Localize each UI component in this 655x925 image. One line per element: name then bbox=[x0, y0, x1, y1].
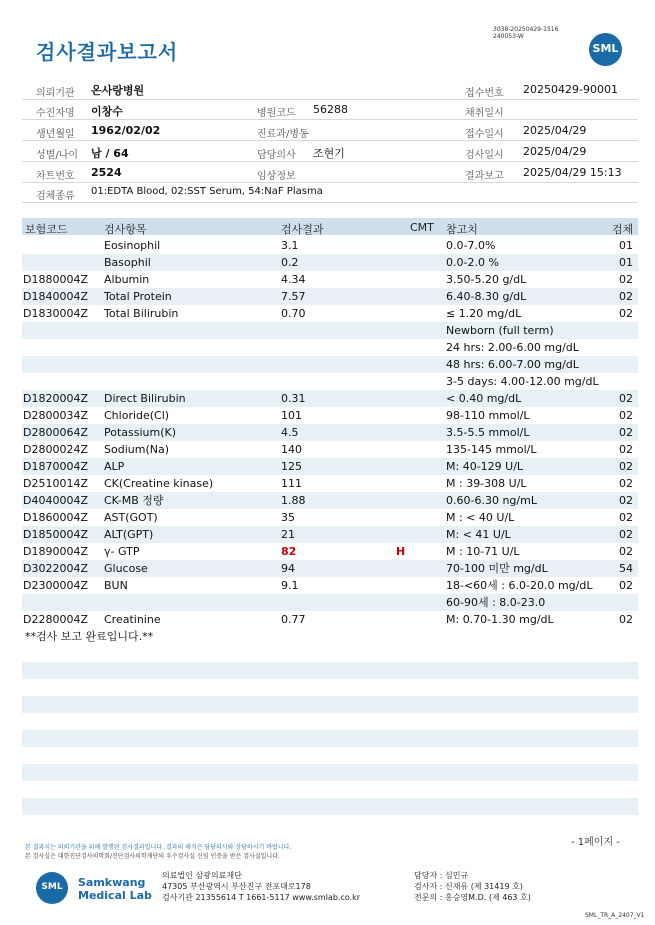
cell-spec: 02 bbox=[619, 273, 633, 286]
cell-name: γ- GTP bbox=[104, 545, 140, 558]
cell-ref: M : 39-308 U/L bbox=[446, 477, 527, 490]
notice-2: 본 검사실은 대한진단검사의학회/진단검사의학재단의 우수검사실 신임 인증을 받은 검사실입니다. bbox=[25, 853, 280, 860]
cell-code: D2300004Z bbox=[23, 579, 88, 592]
cell-ref: 18-<60세 : 6.0-20.0 mg/dL bbox=[446, 579, 593, 592]
cell-ref: 24 hrs: 2.00-6.00 mg/dL bbox=[446, 341, 579, 354]
cell-ref: 3.5-5.5 mmol/L bbox=[446, 426, 530, 439]
cell-ref: 135-145 mmol/L bbox=[446, 443, 537, 456]
cell-code: D3022004Z bbox=[23, 562, 88, 575]
brand-name: Samkwang Medical Lab bbox=[78, 876, 152, 902]
cell-spec: 02 bbox=[619, 579, 633, 592]
patient-name: 이창수 bbox=[91, 105, 123, 118]
cell-result: 4.5 bbox=[281, 426, 299, 439]
row-stripe bbox=[22, 696, 638, 713]
cell-name: CK(Creatine kinase) bbox=[104, 477, 214, 490]
cell-ref: 0.0-7.0% bbox=[446, 239, 496, 252]
row-stripe bbox=[22, 798, 638, 815]
cell-ref: M: 0.70-1.30 mg/dL bbox=[446, 613, 554, 626]
row-stripe bbox=[22, 662, 638, 679]
cell-ref: 6.40-8.30 g/dL bbox=[446, 290, 527, 303]
col-result: 검사결과 bbox=[281, 223, 324, 236]
sex-age: 남 / 64 bbox=[91, 147, 129, 160]
cell-name: Direct Bilirubin bbox=[104, 392, 186, 405]
chart-no: 2524 bbox=[91, 166, 122, 179]
sml-logo: SML bbox=[589, 33, 622, 66]
cell-spec: 02 bbox=[619, 307, 633, 320]
cell-code: D2280004Z bbox=[23, 613, 88, 626]
cell-code: D1890004Z bbox=[23, 545, 88, 558]
cell-spec: 02 bbox=[619, 426, 633, 439]
cell-ref: 98-110 mmol/L bbox=[446, 409, 530, 422]
cell-code: D1830004Z bbox=[23, 307, 88, 320]
cell-spec: 02 bbox=[619, 613, 633, 626]
org-info: 의료법인 삼광의료재단 47305 부산광역시 부산진구 전포대로178 검사기관 21355614 T 1661-5117 www.smlab.co.kr bbox=[162, 871, 361, 902]
col-ref: 참고치 bbox=[446, 223, 478, 236]
specimen-types: 01:EDTA Blood, 02:SST Serum, 54:NaF Plasma bbox=[91, 186, 323, 197]
cell-ref: ≤ 1.20 mg/dL bbox=[446, 307, 522, 320]
cell-ref: 0.60-6.30 ng/mL bbox=[446, 494, 537, 507]
staff-info: 담당자 : 심민규 검사자 : 신재유 (제 31419 호) 전문의 : 홍승영M.D. (제 463 호) bbox=[414, 871, 531, 902]
cell-ref: 3.50-5.20 g/dL bbox=[446, 273, 527, 286]
cell-spec: 02 bbox=[619, 528, 633, 541]
cell-result: 101 bbox=[281, 409, 302, 422]
row-stripe bbox=[22, 730, 638, 747]
cell-code: D4040004Z bbox=[23, 494, 88, 507]
page-number: - 1페이지 - bbox=[571, 837, 620, 848]
cell-ref: 0.0-2.0 % bbox=[446, 256, 499, 269]
cell-spec: 02 bbox=[619, 460, 633, 473]
cell-name: Potassium(K) bbox=[104, 426, 177, 439]
notice-1: 본 결과지는 의뢰기관을 위해 발행된 검사결과입니다. 결과의 해석은 담당의사와 상담하시기 바랍니다. bbox=[25, 844, 292, 851]
report-date: 2025/04/29 15:13 bbox=[523, 166, 622, 179]
doctor: 조현기 bbox=[313, 147, 345, 160]
cell-spec: 02 bbox=[619, 511, 633, 524]
form-code: SML_TR_A_2407_V1 bbox=[585, 912, 645, 919]
cell-code: D2800024Z bbox=[23, 443, 88, 456]
cell-code: D2510014Z bbox=[23, 477, 88, 490]
completion-note: **검사 보고 완료입니다.** bbox=[25, 630, 154, 643]
cell-result: 35 bbox=[281, 511, 295, 524]
cell-code: D2800064Z bbox=[23, 426, 88, 439]
cell-code: D1880004Z bbox=[23, 273, 88, 286]
cell-name: CK-MB 정량 bbox=[104, 494, 164, 507]
cell-name: Creatinine bbox=[104, 613, 161, 626]
col-cmt: CMT bbox=[410, 221, 434, 234]
test-date: 2025/04/29 bbox=[523, 145, 587, 158]
cell-spec: 01 bbox=[619, 256, 633, 269]
cell-name: AST(GOT) bbox=[104, 511, 158, 524]
col-spec: 검체 bbox=[612, 223, 634, 236]
cell-ref: M: 40-129 U/L bbox=[446, 460, 524, 473]
cell-result: 4.34 bbox=[281, 273, 306, 286]
cell-spec: 02 bbox=[619, 477, 633, 490]
cell-name: Glucose bbox=[104, 562, 148, 575]
cell-name: Basophil bbox=[104, 256, 151, 269]
cell-code: D1850004Z bbox=[23, 528, 88, 541]
cell-result: 0.31 bbox=[281, 392, 306, 405]
cell-result: 1.88 bbox=[281, 494, 306, 507]
cell-ref: 48 hrs: 6.00-7.00 mg/dL bbox=[446, 358, 579, 371]
row-stripe bbox=[22, 764, 638, 781]
cell-result: 125 bbox=[281, 460, 302, 473]
cell-code: D1870004Z bbox=[23, 460, 88, 473]
cell-name: ALT(GPT) bbox=[104, 528, 154, 541]
cell-result: 140 bbox=[281, 443, 302, 456]
report-code: 3038-20250429-1516 240053-W bbox=[493, 26, 559, 40]
cell-result: 82 bbox=[281, 545, 297, 558]
col-code: 보험코드 bbox=[25, 223, 68, 236]
dob: 1962/02/02 bbox=[91, 124, 161, 137]
cell-spec: 02 bbox=[619, 392, 633, 405]
cell-spec: 02 bbox=[619, 545, 633, 558]
cell-result: 3.1 bbox=[281, 239, 299, 252]
row-stripe bbox=[22, 594, 638, 611]
cell-ref: 70-100 미만 mg/dL bbox=[446, 562, 548, 575]
cell-spec: 02 bbox=[619, 494, 633, 507]
cell-cmt: H bbox=[396, 545, 406, 558]
cell-result: 21 bbox=[281, 528, 295, 541]
col-name: 검사항목 bbox=[104, 223, 147, 236]
cell-result: 7.57 bbox=[281, 290, 306, 303]
reception-no: 20250429-90001 bbox=[523, 83, 618, 96]
cell-result: 0.70 bbox=[281, 307, 306, 320]
cell-spec: 54 bbox=[619, 562, 633, 575]
reception-date: 2025/04/29 bbox=[523, 124, 587, 137]
cell-ref: M : < 40 U/L bbox=[446, 511, 515, 524]
cell-name: Total Bilirubin bbox=[104, 307, 179, 320]
cell-result: 0.2 bbox=[281, 256, 299, 269]
cell-result: 9.1 bbox=[281, 579, 299, 592]
cell-ref: < 0.40 mg/dL bbox=[446, 392, 522, 405]
cell-name: Chloride(Cl) bbox=[104, 409, 170, 422]
institution: 온사랑병원 bbox=[91, 84, 145, 97]
cell-name: Total Protein bbox=[104, 290, 172, 303]
cell-name: BUN bbox=[104, 579, 128, 592]
cell-code: D1840004Z bbox=[23, 290, 88, 303]
hospital-code: 56288 bbox=[313, 103, 348, 116]
cell-ref: M: < 41 U/L bbox=[446, 528, 511, 541]
cell-result: 0.77 bbox=[281, 613, 306, 626]
cell-name: ALP bbox=[104, 460, 125, 473]
cell-result: 111 bbox=[281, 477, 302, 490]
cell-ref: Newborn (full term) bbox=[446, 324, 554, 337]
page-title: 검사결과보고서 bbox=[36, 40, 179, 64]
cell-name: Albumin bbox=[104, 273, 150, 286]
cell-code: D1820004Z bbox=[23, 392, 88, 405]
cell-spec: 02 bbox=[619, 443, 633, 456]
cell-ref: 60-90세 : 8.0-23.0 bbox=[446, 596, 546, 609]
cell-code: D1860004Z bbox=[23, 511, 88, 524]
cell-result: 94 bbox=[281, 562, 295, 575]
cell-spec: 01 bbox=[619, 239, 633, 252]
cell-name: Eosinophil bbox=[104, 239, 161, 252]
footer-logo: SML bbox=[36, 872, 68, 904]
cell-ref: 3-5 days: 4.00-12.00 mg/dL bbox=[446, 375, 599, 388]
cell-spec: 02 bbox=[619, 409, 633, 422]
cell-ref: M : 10-71 U/L bbox=[446, 545, 520, 558]
cell-name: Sodium(Na) bbox=[104, 443, 169, 456]
cell-spec: 02 bbox=[619, 290, 633, 303]
cell-code: D2800034Z bbox=[23, 409, 88, 422]
